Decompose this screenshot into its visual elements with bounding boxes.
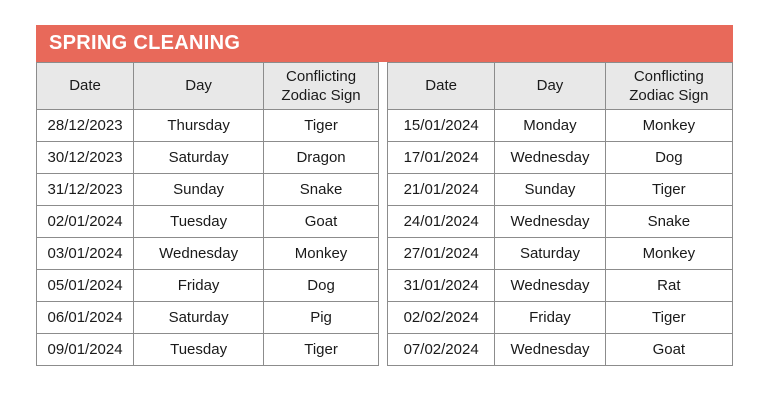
date-cell: 28/12/2023	[37, 110, 134, 142]
table-row	[388, 174, 733, 206]
header-row	[388, 63, 733, 110]
date-cell: 02/02/2024	[388, 302, 495, 334]
date-cell: 03/01/2024	[37, 238, 134, 270]
header-row	[37, 63, 379, 110]
day-cell: Friday	[495, 302, 605, 334]
day-cell: Tuesday	[134, 206, 264, 238]
zodiac-cell: Snake	[264, 174, 379, 206]
zodiac-cell: Monkey	[605, 110, 732, 142]
date-cell: 05/01/2024	[37, 270, 134, 302]
date-cell: 02/01/2024	[37, 206, 134, 238]
day-cell: Wednesday	[134, 238, 264, 270]
table-row	[37, 302, 379, 334]
day-cell: Friday	[134, 270, 264, 302]
left-schedule-table	[36, 62, 379, 366]
day-cell: Sunday	[495, 174, 605, 206]
table-row	[37, 110, 379, 142]
date-cell: 30/12/2023	[37, 142, 134, 174]
column-header-day: Day	[495, 63, 605, 110]
page-title: SPRING CLEANING	[49, 32, 241, 54]
zodiac-cell: Snake	[605, 206, 732, 238]
zodiac-cell: Pig	[264, 302, 379, 334]
column-header-date: Date	[37, 63, 134, 110]
date-cell: 17/01/2024	[388, 142, 495, 174]
table-row	[37, 238, 379, 270]
zodiac-cell: Goat	[264, 206, 379, 238]
zodiac-cell: Dog	[264, 270, 379, 302]
table-row	[388, 302, 733, 334]
date-cell: 09/01/2024	[37, 334, 134, 366]
day-cell: Wednesday	[495, 334, 605, 366]
date-cell: 21/01/2024	[388, 174, 495, 206]
spring-cleaning-card	[36, 25, 733, 366]
zodiac-cell: Tiger	[264, 334, 379, 366]
table-row	[388, 238, 733, 270]
day-cell: Saturday	[134, 142, 264, 174]
right-table-body	[388, 110, 733, 366]
date-cell: 31/12/2023	[37, 174, 134, 206]
zodiac-cell: Rat	[605, 270, 732, 302]
table-row	[37, 206, 379, 238]
zodiac-cell: Dog	[605, 142, 732, 174]
zodiac-cell: Monkey	[605, 238, 732, 270]
column-header-zodiac: Conflicting Zodiac Sign	[264, 63, 379, 110]
column-header-date: Date	[388, 63, 495, 110]
table-row	[388, 142, 733, 174]
table-row	[37, 270, 379, 302]
right-schedule-table	[387, 62, 733, 366]
day-cell: Wednesday	[495, 206, 605, 238]
day-cell: Wednesday	[495, 270, 605, 302]
date-cell: 31/01/2024	[388, 270, 495, 302]
zodiac-cell: Monkey	[264, 238, 379, 270]
day-cell: Thursday	[134, 110, 264, 142]
date-cell: 27/01/2024	[388, 238, 495, 270]
zodiac-cell: Dragon	[264, 142, 379, 174]
day-cell: Monday	[495, 110, 605, 142]
date-cell: 06/01/2024	[37, 302, 134, 334]
table-row	[37, 334, 379, 366]
zodiac-cell: Tiger	[605, 302, 732, 334]
table-row	[37, 142, 379, 174]
date-cell: 15/01/2024	[388, 110, 495, 142]
day-cell: Saturday	[134, 302, 264, 334]
table-row	[388, 110, 733, 142]
table-row	[388, 206, 733, 238]
day-cell: Tuesday	[134, 334, 264, 366]
day-cell: Wednesday	[495, 142, 605, 174]
date-cell: 07/02/2024	[388, 334, 495, 366]
column-header-zodiac: Conflicting Zodiac Sign	[605, 63, 732, 110]
table-row	[388, 270, 733, 302]
date-cell: 24/01/2024	[388, 206, 495, 238]
day-cell: Saturday	[495, 238, 605, 270]
table-row	[37, 174, 379, 206]
table-row	[388, 334, 733, 366]
zodiac-cell: Tiger	[264, 110, 379, 142]
tables-container	[36, 62, 733, 366]
zodiac-cell: Tiger	[605, 174, 732, 206]
column-header-day: Day	[134, 63, 264, 110]
left-table-body	[37, 110, 379, 366]
day-cell: Sunday	[134, 174, 264, 206]
zodiac-cell: Goat	[605, 334, 732, 366]
title-bar	[36, 25, 733, 62]
